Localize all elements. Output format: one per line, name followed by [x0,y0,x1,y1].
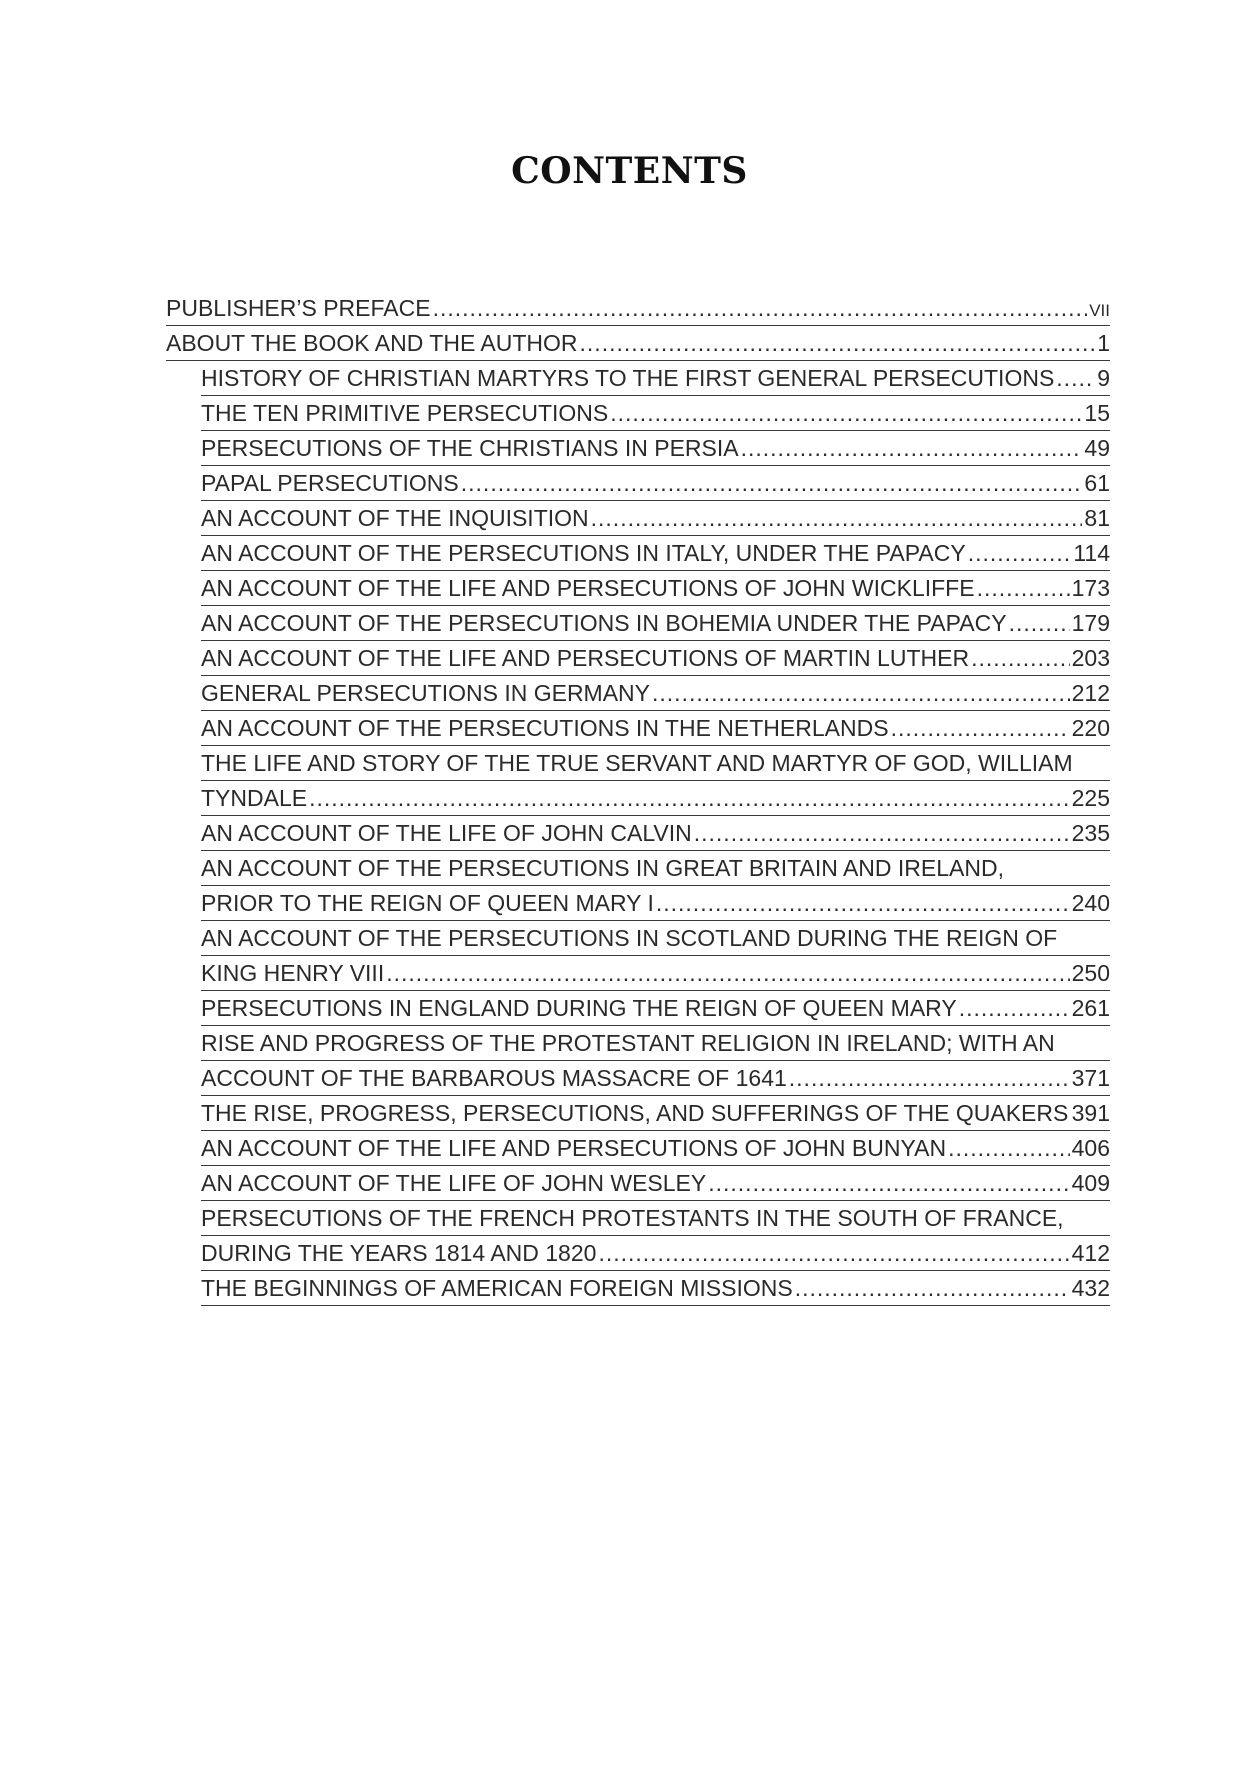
toc-entry-link[interactable] [201,1131,1110,1166]
toc-entry-title: AN ACCOUNT OF THE LIFE OF JOHN WESLEY [201,1170,707,1196]
dot-leader [948,1131,1070,1165]
dot-leader [891,711,1070,745]
toc-entry-link[interactable] [201,431,1110,466]
toc-page-number: 261 [1071,995,1110,1021]
toc-entry-link[interactable] [201,746,1110,781]
toc-entry-title: AN ACCOUNT OF THE PERSECUTIONS IN GREAT BRITAIN AND IRELAND, [201,855,1005,881]
toc-entry-link[interactable] [201,921,1110,956]
toc-page-number: 235 [1071,820,1110,846]
dot-leader [652,676,1070,710]
dot-leader [694,816,1070,850]
dot-leader [591,501,1083,535]
toc-page-number: 250 [1071,960,1110,986]
toc-entry-title: PUBLISHER’S PREFACE [166,295,431,321]
toc-entry-title: AN ACCOUNT OF THE PERSECUTIONS IN SCOTLAND DURING THE REIGN OF [201,925,1058,951]
toc-entry-link[interactable] [201,956,1110,991]
toc-entry-title: AN ACCOUNT OF THE LIFE OF JOHN CALVIN [201,820,692,846]
toc-page-number: 81 [1084,505,1110,531]
toc-entry-title: AN ACCOUNT OF THE LIFE AND PERSECUTIONS OF JOHN BUNYAN [201,1135,947,1161]
toc-entry-title: AN ACCOUNT OF THE INQUISITION [201,505,589,531]
toc-page-number: 432 [1071,1275,1110,1301]
toc-entry-title: THE LIFE AND STORY OF THE TRUE SERVANT AND MARTYR OF GOD, WILLIAM [201,750,1073,776]
page-title: CONTENTS [511,150,748,192]
toc-entry-link[interactable] [201,396,1110,431]
toc-entry-link[interactable] [201,1271,1110,1306]
dot-leader [656,886,1070,920]
toc-entry-link[interactable] [201,361,1110,396]
toc-entry-title: HISTORY OF CHRISTIAN MARTYRS TO THE FIRST GENERAL PERSECUTIONS [201,365,1055,391]
toc-entry-link[interactable] [201,851,1110,886]
toc-page-number: 240 [1071,890,1110,916]
toc-entry-link[interactable] [201,1236,1110,1271]
toc-entry-title: AN ACCOUNT OF THE LIFE AND PERSECUTIONS OF JOHN WICKLIFFE [201,575,975,601]
dot-leader [795,1271,1070,1305]
dot-leader [1009,606,1070,640]
toc-page-number: 412 [1071,1240,1110,1266]
toc-entry-link[interactable] [201,781,1110,816]
toc-page-number: 15 [1084,400,1110,426]
toc-entry-title: DURING THE YEARS 1814 AND 1820 [201,1240,597,1266]
dot-leader [386,956,1069,990]
toc-page-number: 406 [1071,1135,1110,1161]
toc-entry-link[interactable] [201,606,1110,641]
dot-leader [309,781,1070,815]
toc-entry-title: ABOUT THE BOOK AND THE AUTHOR [166,330,578,356]
toc-page-number: 391 [1071,1100,1110,1126]
toc-entry-link[interactable] [201,466,1110,501]
toc-entry-link[interactable] [166,291,1110,326]
toc-entry-link[interactable] [166,326,1110,361]
toc-entry-title: AN ACCOUNT OF THE PERSECUTIONS IN ITALY, UNDER THE PAPACY [201,540,966,566]
toc-page-number: 212 [1071,680,1110,706]
dot-leader [968,536,1072,570]
toc-page-number: 61 [1084,470,1110,496]
dot-leader [598,1236,1069,1270]
toc-entry-link[interactable] [201,1201,1110,1236]
dot-leader [741,431,1083,465]
toc-entry-title: AN ACCOUNT OF THE LIFE AND PERSECUTIONS OF MARTIN LUTHER [201,645,970,671]
toc-entry-link[interactable] [201,676,1110,711]
dot-leader [789,1061,1070,1095]
dot-leader [580,326,1096,360]
toc-entry-title: RISE AND PROGRESS OF THE PROTESTANT RELIGION IN IRELAND; WITH AN [201,1030,1055,1056]
toc-page-number: 173 [1071,575,1110,601]
toc-entry-title: THE BEGINNINGS OF AMERICAN FOREIGN MISSIONS [201,1275,793,1301]
toc-page-number: 1 [1097,330,1110,356]
toc-entry-title: TYNDALE [201,785,308,811]
toc-page-number: 220 [1071,715,1110,741]
dot-leader [610,396,1082,430]
toc-entry-title: KING HENRY VIII [201,960,385,986]
toc-entry-link[interactable] [201,1026,1110,1061]
dot-leader [708,1166,1069,1200]
toc-page-number: 203 [1071,645,1110,671]
dot-leader [971,641,1070,675]
toc-page-number: 49 [1084,435,1110,461]
toc-entry-title: AN ACCOUNT OF THE PERSECUTIONS IN BOHEMIA UNDER THE PAPACY [201,610,1007,636]
table-of-contents [166,291,1110,1306]
toc-entry-title: PERSECUTIONS OF THE FRENCH PROTESTANTS IN THE SOUTH OF FRANCE, [201,1205,1064,1231]
toc-entry-title: THE TEN PRIMITIVE PERSECUTIONS [201,400,609,426]
toc-entry-title: ACCOUNT OF THE BARBAROUS MASSACRE OF 1641 [201,1065,787,1091]
dot-leader [461,466,1083,500]
toc-page-number: 409 [1071,1170,1110,1196]
toc-entry-link[interactable] [201,641,1110,676]
toc-entry-link[interactable] [201,1096,1110,1131]
toc-entry-title: PERSECUTIONS OF THE CHRISTIANS IN PERSIA [201,435,739,461]
toc-entry-title: GENERAL PERSECUTIONS IN GERMANY [201,680,651,706]
toc-entry-link[interactable] [201,571,1110,606]
toc-page-number: VII [1089,301,1110,320]
dot-leader [433,291,1088,325]
toc-page-number: 9 [1097,365,1110,391]
toc-entry-link[interactable] [201,1166,1110,1201]
toc-entry-title: AN ACCOUNT OF THE PERSECUTIONS IN THE NETHERLANDS [201,715,889,741]
toc-page-number: 114 [1073,540,1110,566]
toc-page-number: 371 [1071,1065,1110,1091]
dot-leader [977,571,1070,605]
toc-entry-title: PRIOR TO THE REIGN OF QUEEN MARY I [201,890,654,916]
toc-page-number: 225 [1071,785,1110,811]
toc-entry-title: THE RISE, PROGRESS, PERSECUTIONS, AND SUFFERINGS OF THE QUAKERS [201,1100,1069,1126]
toc-entry-link[interactable] [201,711,1110,746]
toc-entry-link[interactable] [201,991,1110,1026]
toc-entry-title: PERSECUTIONS IN ENGLAND DURING THE REIGN OF QUEEN MARY [201,995,957,1021]
toc-entry-link[interactable] [201,501,1110,536]
toc-entry-title: PAPAL PERSECUTIONS [201,470,459,496]
dot-leader [1056,361,1095,395]
dot-leader [959,991,1070,1025]
toc-page-number: 179 [1071,610,1110,636]
toc-entry-link[interactable] [201,1061,1110,1096]
toc-entry-link[interactable] [201,886,1110,921]
toc-entry-link[interactable] [201,536,1110,571]
toc-entry-link[interactable] [201,816,1110,851]
